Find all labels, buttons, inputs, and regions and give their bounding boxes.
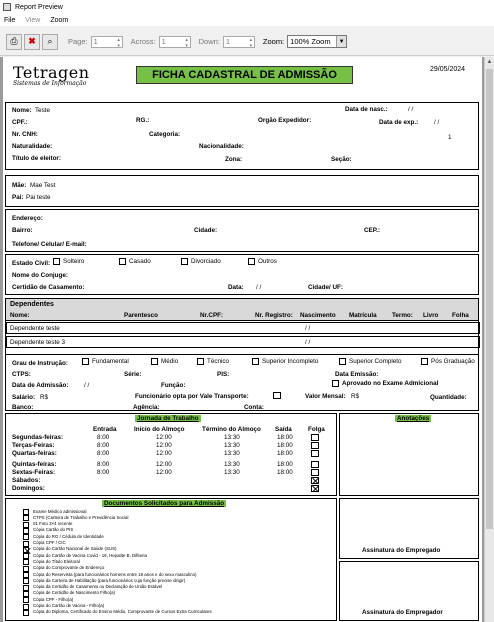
- jornada-entrada: 8:00: [97, 469, 110, 476]
- option-label: Divorciado: [191, 258, 221, 266]
- mae-label: Mãe:: [12, 182, 27, 189]
- documento-item: Cópia do Cartão Nacional de Saúde (SUS): [33, 546, 117, 552]
- documento-item: CTPS (Carteira de Trabalho e Previdência Social: [33, 514, 129, 520]
- cidade-label: Cidade:: [194, 227, 218, 234]
- folga-checkbox[interactable]: [311, 434, 319, 441]
- page-value: 1: [93, 37, 98, 46]
- zona-label: Zona:: [225, 156, 243, 163]
- option-casado[interactable]: [119, 258, 151, 265]
- valor-mensal-value: R$: [351, 393, 360, 400]
- option-outros[interactable]: [248, 258, 277, 265]
- valor-mensal-label: Valor Mensal:: [305, 393, 346, 400]
- documento-checkbox[interactable]: [23, 541, 29, 547]
- salario-label: Salário:: [12, 394, 36, 401]
- magnifier-icon: ⌕: [47, 36, 53, 46]
- jornada-inicio: 12:00: [156, 461, 172, 468]
- admissao-value: / /: [84, 382, 90, 389]
- folga-checkbox[interactable]: [311, 477, 319, 484]
- documento-checkbox[interactable]: [23, 522, 29, 528]
- documento-item: Cópia do RG / Cédula de Identidade: [33, 533, 104, 539]
- logo-name: Tetragen: [13, 63, 90, 82]
- folga-checkbox[interactable]: [311, 450, 319, 457]
- data-exp-value: / /: [434, 119, 440, 126]
- logo-subtitle: Sistemas de Informação: [13, 80, 87, 87]
- dependente-nome: Dependente teste 3: [10, 339, 65, 346]
- instrucao-fundamental[interactable]: [82, 358, 129, 365]
- secao-label: Seção:: [331, 156, 352, 163]
- documento-item: Cópia do Cartão de Vacina Covid - 19, Hepatite B, Difiteria: [33, 552, 147, 558]
- data-nasc-label: Data de nasc.:: [345, 106, 388, 113]
- jornada-day-label: Domingos:: [12, 485, 45, 492]
- titulo-label: Título de eleitor:: [12, 155, 61, 162]
- documento-item: Cópia CPF - Filho(a): [33, 596, 74, 602]
- jornada-saida: 18:00: [277, 450, 293, 457]
- option-label: Superior Completo: [349, 358, 402, 366]
- jornada-day-label: Terças-Feiras:: [12, 442, 55, 449]
- window-titlebar: [0, 0, 494, 14]
- jornada-saida: 18:00: [277, 434, 293, 441]
- jornada-inicio: 12:00: [156, 469, 172, 476]
- nome-label: Nome:: [12, 107, 32, 114]
- documento-item: Cópia do Título Eleitoral: [33, 558, 80, 564]
- certidao-data-label: Data:: [228, 284, 244, 291]
- checkbox[interactable]: [119, 258, 126, 265]
- vertical-scrollbar[interactable]: [484, 57, 494, 622]
- checkbox[interactable]: [252, 358, 259, 365]
- admissao-label: Data de Admissão:: [12, 382, 69, 389]
- col-cpf: Nr.CPF:: [200, 312, 224, 319]
- personal-section: [5, 102, 479, 170]
- hdr-entrada: Entrada: [93, 426, 117, 433]
- documento-checkbox[interactable]: [23, 604, 29, 610]
- civil-section: [5, 254, 479, 295]
- jornada-inicio: 12:00: [156, 442, 172, 449]
- cnh-label: Nr. CNH:: [12, 131, 38, 138]
- funcao-label: Função:: [161, 382, 186, 389]
- down-label: Down:: [198, 37, 220, 46]
- window-title: Report Preview: [15, 3, 63, 11]
- documento-checkbox[interactable]: [23, 591, 29, 597]
- vt-checkbox[interactable]: [273, 392, 281, 399]
- assinatura-empregado: Assinatura do Empregado: [362, 547, 441, 554]
- app-icon: [3, 3, 11, 11]
- col-parentesco: Parentesco: [124, 312, 158, 319]
- option-divorciado[interactable]: [181, 258, 221, 265]
- menu-file[interactable]: File: [4, 16, 16, 24]
- aprovado-label: Aprovado no Exame Admicional: [342, 380, 439, 388]
- documento-item: Exame Médico admissional: [33, 508, 87, 514]
- chevron-down-icon[interactable]: ▼: [336, 36, 346, 47]
- folga-checkbox[interactable]: [311, 442, 319, 449]
- instrucao-sup-incompleto[interactable]: [252, 358, 318, 365]
- col-nascimento: Nascimento: [300, 312, 336, 319]
- col-livro: Livro: [423, 312, 439, 319]
- assinatura-empregador: Assinatura do Empregador: [362, 609, 443, 616]
- documento-checkbox[interactable]: [23, 578, 29, 584]
- jornada-termino: 13:30: [224, 469, 240, 476]
- option-label: Solteiro: [63, 258, 85, 266]
- quantidade-label: Quantidade:: [430, 394, 467, 401]
- naturalidade-label: Naturalidade:: [12, 143, 53, 150]
- across-value: 1: [161, 37, 166, 46]
- documento-item: Cópia CPF / CIC: [33, 540, 66, 545]
- dependentes-section: [5, 298, 479, 354]
- pai-value: Pai teste: [26, 194, 51, 201]
- parents-section: [5, 175, 479, 207]
- assinatura-empregador-box: [339, 561, 479, 621]
- folga-checkbox[interactable]: [311, 461, 319, 468]
- serie-label: Série:: [124, 371, 142, 378]
- instrucao-label: Grau de Instrução:: [12, 360, 68, 367]
- report-title: FICHA CADASTRAL DE ADMISSÃO: [136, 66, 353, 84]
- across-spinner[interactable]: [159, 36, 191, 48]
- documento-checkbox[interactable]: [23, 547, 29, 553]
- estado-civil-label: Estado Civil:: [12, 260, 51, 267]
- checkbox[interactable]: [181, 258, 188, 265]
- zoom-value: 100% Zoom: [290, 37, 331, 46]
- col-registro: Nr. Registro:: [255, 312, 293, 319]
- hdr-termino: Término do Almoço: [202, 426, 261, 433]
- dependente-nascimento: / /: [305, 325, 311, 332]
- jornada-day-label: Segundas-feiras:: [12, 434, 64, 441]
- documento-item: Cópia do Reservista (para funcionários homens entre 18 anos e do sexo masculino): [33, 571, 197, 577]
- checkbox[interactable]: [339, 358, 346, 365]
- jornada-saida: 18:00: [277, 442, 293, 449]
- print-button[interactable]: [6, 34, 22, 50]
- jornada-inicio: 12:00: [156, 434, 172, 441]
- data-emissao-label: Data Emissão:: [335, 371, 379, 378]
- checkbox[interactable]: [332, 380, 339, 387]
- option-label: Superior Incompleto: [262, 358, 319, 366]
- checkbox[interactable]: [197, 358, 204, 365]
- menu-bar: [0, 14, 494, 26]
- jornada-saida: 18:00: [277, 461, 293, 468]
- jornada-section: [5, 413, 337, 496]
- jornada-termino: 13:30: [224, 442, 240, 449]
- folga-checkbox[interactable]: [311, 469, 319, 476]
- toolbar: [0, 28, 494, 56]
- jornada-entrada: 8:00: [97, 442, 110, 449]
- jornada-termino: 13:30: [224, 450, 240, 457]
- checkbox[interactable]: [421, 358, 428, 365]
- documento-item: 01 Foto 3×4 recente: [33, 521, 73, 527]
- option-label: Técnico: [207, 358, 230, 366]
- certidao-data-value: / /: [256, 284, 262, 291]
- page-label: Page:: [68, 37, 88, 46]
- documento-item: Cópia Cartão do PIS: [33, 527, 74, 533]
- option-label: Outros: [258, 258, 277, 266]
- address-section: [5, 209, 479, 252]
- documento-item: Cópia da Certidão de Casamento ou Declaração de União Estável: [33, 584, 163, 590]
- hdr-saida: Saída: [275, 426, 292, 433]
- option-label: Médio: [161, 358, 179, 366]
- documento-checkbox[interactable]: [23, 572, 29, 578]
- cidade-uf-label: Cidade/ UF:: [308, 284, 343, 291]
- pis-label: PIS:: [217, 371, 230, 378]
- categoria-label: Categoria:: [149, 131, 181, 138]
- rg-label: RG.:: [136, 117, 150, 124]
- documento-checkbox[interactable]: [23, 585, 29, 591]
- company-logo: [13, 63, 90, 87]
- menu-view[interactable]: View: [25, 16, 41, 24]
- documentos-title: Documentos Solicitados para Admissão: [104, 500, 225, 507]
- hdr-folga: Folga: [308, 426, 325, 433]
- jornada-day-label: Sábados:: [12, 477, 41, 484]
- option-solteiro[interactable]: [53, 258, 84, 265]
- down-spinner[interactable]: [223, 36, 255, 48]
- pai-label: Pai:: [12, 194, 24, 201]
- nacionalidade-label: Nacionalidade:: [199, 143, 244, 150]
- cep-label: CEP.:: [364, 227, 380, 234]
- option-label: Casado: [129, 258, 151, 266]
- documento-checkbox[interactable]: [23, 553, 29, 559]
- mae-value: Mae Test: [30, 182, 56, 189]
- instrucao-pos[interactable]: [421, 358, 475, 365]
- menu-zoom[interactable]: Zoom: [50, 16, 69, 24]
- dependente-nome: Dependente teste: [10, 325, 60, 332]
- col-folha: Folha: [452, 312, 469, 319]
- jornada-day-label: Quartas-feiras:: [12, 450, 57, 457]
- option-label: Pós Graduação: [431, 358, 475, 366]
- jornada-saida: 18:00: [277, 469, 293, 476]
- instrucao-tecnico[interactable]: [197, 358, 229, 365]
- jornada-termino: 13:30: [224, 461, 240, 468]
- scrollbar-thumb[interactable]: [486, 69, 493, 529]
- data-nasc-value: / /: [408, 106, 414, 113]
- anotacoes-section: [339, 413, 479, 496]
- cpf-label: CPF.:: [12, 119, 28, 126]
- vt-label: Funcionário opta por Vale Transporte:: [135, 393, 249, 400]
- table-row: [6, 322, 480, 334]
- close-icon: ✖: [28, 36, 36, 46]
- documento-checkbox[interactable]: [23, 515, 29, 521]
- folga-checkbox[interactable]: [311, 485, 319, 492]
- page-spinner[interactable]: [91, 36, 123, 48]
- close-button[interactable]: [24, 34, 40, 50]
- preview-area: [0, 57, 484, 622]
- col-matricula: Matrícula: [349, 312, 377, 319]
- categoria-extra: 1: [448, 134, 452, 141]
- zoom-button[interactable]: [42, 34, 58, 50]
- jornada-day-label: Sextas-Feiras:: [12, 469, 56, 476]
- conta-label: Conta:: [244, 404, 264, 411]
- anotacoes-title: Anotações: [397, 415, 430, 422]
- jornada-entrada: 8:00: [97, 461, 110, 468]
- documento-checkbox[interactable]: [23, 597, 29, 603]
- documento-checkbox[interactable]: [23, 566, 29, 572]
- documento-item: Cópia da Carteira de Habilitação (para funcionários cuja função precise dirigir): [33, 577, 186, 583]
- checkbox[interactable]: [53, 258, 60, 265]
- col-nome: Nome:: [10, 312, 30, 319]
- report-page: [3, 57, 482, 622]
- jornada-inicio: 12:00: [156, 450, 172, 457]
- documento-checkbox[interactable]: [23, 528, 29, 534]
- instrucao-medio[interactable]: [151, 358, 178, 365]
- scroll-up-icon[interactable]: ▲: [486, 59, 493, 65]
- jornada-entrada: 8:00: [97, 434, 110, 441]
- conjuge-label: Nome do Conjuge:: [12, 272, 68, 279]
- data-exp-label: Data de exp.:: [379, 119, 419, 126]
- checkbox[interactable]: [248, 258, 255, 265]
- documento-checkbox[interactable]: [23, 534, 29, 540]
- telefone-label: Telefone/ Celular/ E-mail:: [12, 241, 87, 248]
- documento-checkbox[interactable]: [23, 509, 29, 515]
- option-label: Fundamental: [92, 358, 129, 366]
- jornada-entrada: 8:00: [97, 450, 110, 457]
- agencia-label: Agência:: [133, 404, 160, 411]
- dependentes-title: Dependentes: [10, 301, 54, 308]
- checkbox[interactable]: [151, 358, 158, 365]
- documentos-section: [5, 498, 337, 621]
- nome-value: Teste: [35, 107, 51, 114]
- endereco-label: Endereço:: [12, 215, 43, 222]
- banco-label: Banco:: [12, 404, 34, 411]
- jornada-termino: 13:30: [224, 434, 240, 441]
- printer-icon: ⎙: [10, 36, 18, 46]
- zoom-label: Zoom:: [262, 37, 285, 46]
- documento-item: Cópia de Certidão de Nascimento Filho(a): [33, 590, 115, 596]
- across-label: Across:: [130, 37, 156, 46]
- jornada-title: Jornada de Trabalho: [137, 415, 199, 422]
- work-section: [5, 354, 479, 411]
- aprovado-option[interactable]: [332, 380, 438, 387]
- col-termo: Termo:: [392, 312, 413, 319]
- zoom-select[interactable]: [287, 35, 347, 48]
- instrucao-sup-completo[interactable]: [339, 358, 402, 365]
- documento-item: Cópia do Comprovante de Endereço: [33, 565, 105, 571]
- checkbox[interactable]: [82, 358, 89, 365]
- ctps-label: CTPS:: [12, 371, 31, 378]
- bairro-label: Bairro:: [12, 227, 33, 234]
- documento-item: Cópia do Diploma, Certificado do Ensino Médio, Comprovante de Cursos Extra Curriculares: [33, 609, 212, 615]
- documento-checkbox[interactable]: [23, 610, 29, 616]
- assinatura-empregado-box: [339, 498, 479, 559]
- certidao-label: Certidão de Casamento:: [12, 284, 85, 291]
- documento-checkbox[interactable]: [23, 559, 29, 565]
- salario-value: R$: [40, 394, 49, 401]
- table-row: [6, 336, 480, 348]
- dependente-nascimento: / /: [305, 339, 311, 346]
- down-value: 1: [225, 37, 231, 46]
- documento-item: Cópia do Cartão de Vacina - Filho(a): [33, 603, 105, 608]
- orgao-label: Orgão Expedidor:: [258, 117, 312, 124]
- jornada-day-label: Quintas-feiras:: [12, 461, 57, 468]
- report-date: 29/05/2024: [430, 66, 466, 73]
- hdr-inicio: Início do Almoço: [134, 426, 185, 433]
